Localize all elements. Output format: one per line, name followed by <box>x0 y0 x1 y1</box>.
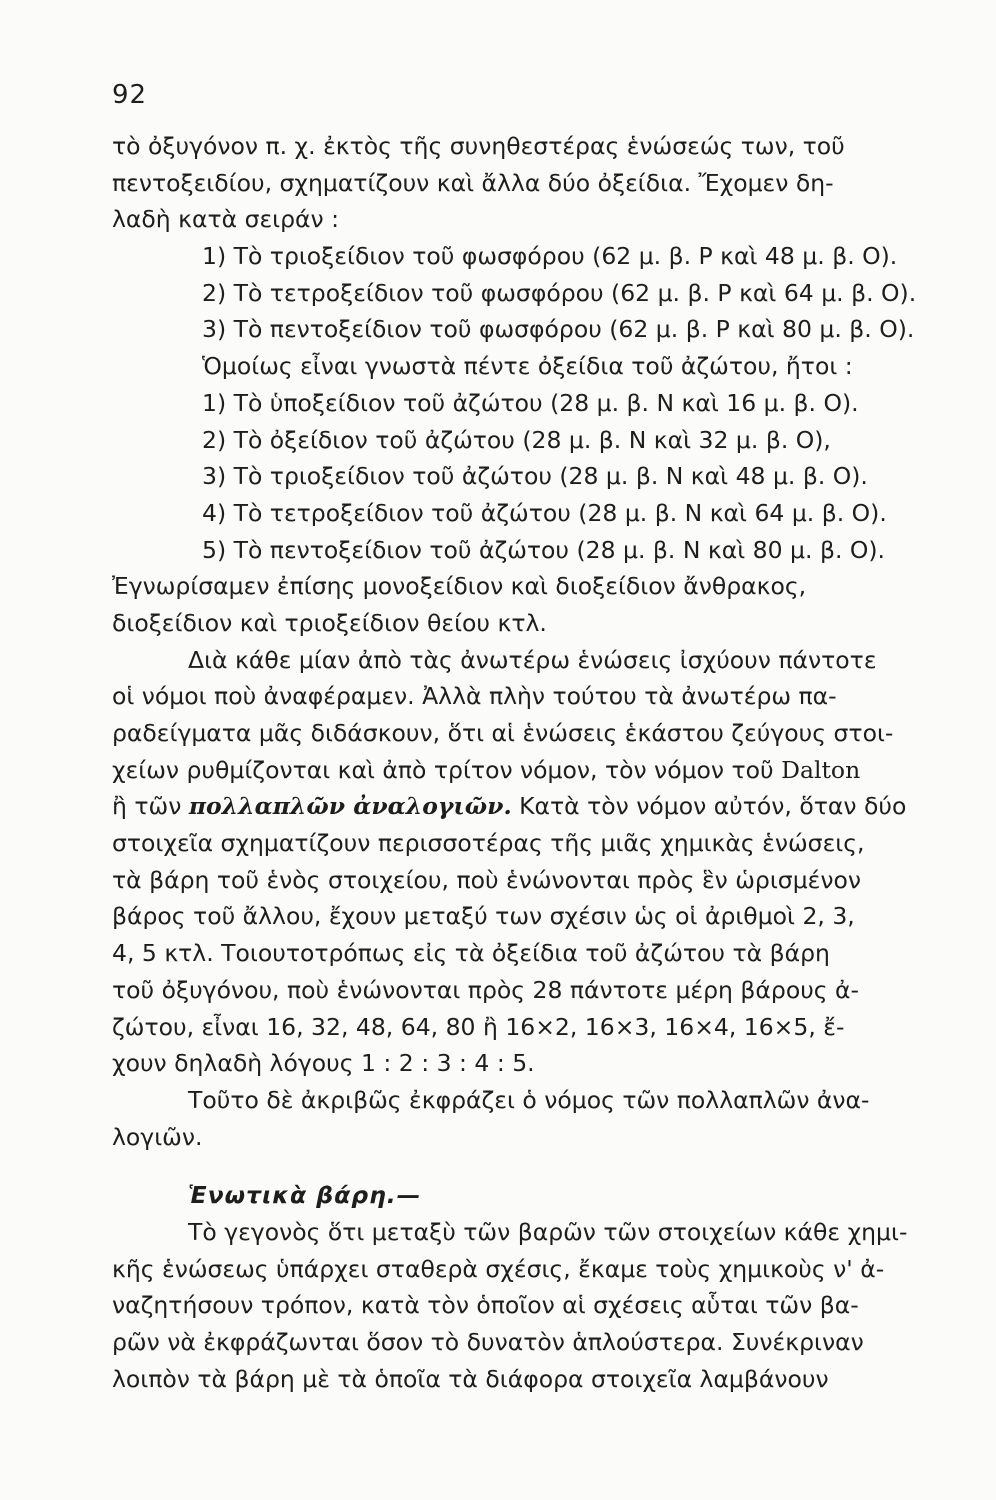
text-line: Ἐγνωρίσαμεν ἐπίσης μονοξείδιον καὶ διοξείδιον ἄνθρακος, <box>112 572 807 601</box>
text-segment: Κατὰ τὸν νόμον αὐτόν, ὅταν δύο <box>519 792 907 821</box>
text-line: χουν δηλαδὴ λόγους 1 : 2 : 3 : 4 : 5. <box>112 1049 535 1078</box>
text-line: ζώτου, εἶναι 16, 32, 48, 64, 80 ἢ 16×2, 16×3, 16×4, 16×5, ἔ- <box>112 1012 845 1041</box>
text-line: ραδείγματα μᾶς διδάσκουν, ὅτι αἱ ἑνώσεις ἑκάστου ζεύγους στοι- <box>112 719 894 747</box>
emphasis-term: πολλαπλῶν ἀναλογιῶν. <box>188 792 512 821</box>
text-line: οἱ νόμοι ποὺ ἀναφέραμεν. Ἀλλὰ πλὴν τούτου τὰ ἀνωτέρω πα- <box>112 682 837 711</box>
list-item: 1) Τὸ τριοξείδιον τοῦ φωσφόρου (62 μ. β. P καὶ 48 μ. β. O). <box>202 242 898 271</box>
list-item: 1) Τὸ ὑποξείδιον τοῦ ἀζώτου (28 μ. β. N καὶ 16 μ. β. O). <box>202 388 859 417</box>
text-line: λαδὴ κατὰ σειράν : <box>112 205 340 234</box>
text-line: λογιῶν. <box>112 1122 203 1151</box>
text-line: στοιχεῖα σχηματίζουν περισσοτέρας τῆς μιᾶς χημικὰς ἑνώσεις, <box>112 829 865 858</box>
list-item: 2) Τὸ τετροξείδιον τοῦ φωσφόρου (62 μ. β. P καὶ 64 μ. β. O). <box>202 278 917 307</box>
list-item: 4) Τὸ τετροξείδιον τοῦ ἀζώτου (28 μ. β. N καὶ 64 μ. β. O). <box>202 498 887 527</box>
text-line: λοιπὸν τὰ βάρη μὲ τὰ ὁποῖα τὰ διάφορα στοιχεῖα λαμβάνουν <box>112 1364 829 1393</box>
list-item: 3) Τὸ τριοξείδιον τοῦ ἀζώτου (28 μ. β. N καὶ 48 μ. β. O). <box>202 462 868 491</box>
paragraph-start: Τὸ γεγονὸς ὅτι μεταξὺ τῶν βαρῶν τῶν στοιχείων κάθε χημι- <box>188 1217 908 1246</box>
paragraph-start: Τοῦτο δὲ ἀκριβῶς ἐκφράζει ὁ νόμος τῶν πολλαπλῶν ἀνα- <box>188 1085 870 1114</box>
text-line <box>112 788 964 825</box>
list-item: 2) Τὸ ὀξείδιον τοῦ ἀζώτου (28 μ. β. N καὶ 32 μ. β. O), <box>202 425 831 454</box>
dalton-name: Dalton <box>781 755 861 784</box>
text-line: ρῶν νὰ ἐκφράζωνται ὅσον τὸ δυνατὸν ἁπλούστερα. Συνέκριναν <box>112 1328 864 1356</box>
list-item: 5) Τὸ πεντοξείδιον τοῦ ἀζώτου (28 μ. β. N καὶ 80 μ. β. O). <box>202 535 886 564</box>
text-line: τοῦ ὀξυγόνου, ποὺ ἑνώνονται πρὸς 28 πάντοτε μέρη βάρους ἀ- <box>112 975 860 1004</box>
body-text <box>112 128 964 1397</box>
text-segment: χείων ρυθμίζονται καὶ ἀπὸ τρίτον νόμον, τὸν νόμον τοῦ <box>112 755 774 784</box>
text-segment: ἢ τῶν <box>112 792 182 821</box>
page-number: 92 <box>112 80 148 110</box>
text-line: πεντοξειδίου, σχηματίζουν καὶ ἄλλα δύο ὀξείδια. Ἔχομεν δη- <box>112 168 834 197</box>
text-line: διοξείδιον καὶ τριοξείδιον θείου κτλ. <box>112 608 547 637</box>
section-gap <box>112 1155 964 1177</box>
text-line: βάρος τοῦ ἄλλου, ἔχουν μεταξύ των σχέσιν ὡς οἱ ἀριθμοὶ 2, 3, <box>112 902 855 931</box>
text-line: κῆς ἑνώσεως ὑπάρχει σταθερὰ σχέσις, ἔκαμε τοὺς χημικοὺς ν' ἀ- <box>112 1254 885 1283</box>
list-item: 3) Τὸ πεντοξείδιον τοῦ φωσφόρου (62 μ. β. P καὶ 80 μ. β. O). <box>202 315 915 344</box>
text-line <box>112 752 964 789</box>
text-line: τὰ βάρη τοῦ ἑνὸς στοιχείου, ποὺ ἑνώνονται πρὸς ἓν ὡρισμένον <box>112 865 861 894</box>
paragraph-start: Διὰ κάθε μίαν ἀπὸ τὰς ἀνωτέρω ἑνώσεις ἰσχύουν πάντοτε <box>188 645 877 674</box>
section-heading: Ἑνωτικὰ βάρη.— <box>188 1181 422 1210</box>
text-line: τὸ ὀξυγόνον π. χ. ἐκτὸς τῆς συνηθεστέρας ἑνώσεώς των, τοῦ <box>112 132 845 160</box>
text-line: ναζητήσουν τρόπον, κατὰ τὸν ὁποῖον αἱ σχέσεις αὗται τῶν βα- <box>112 1291 859 1320</box>
text-line: Ὁμοίως εἶναι γνωστὰ πέντε ὀξείδια τοῦ ἀζώτου, ἤτοι : <box>202 352 853 381</box>
text-line: 4, 5 κτλ. Τοιουτοτρόπως εἰς τὰ ὀξείδια τοῦ ἀζώτου τὰ βάρη <box>112 939 830 968</box>
